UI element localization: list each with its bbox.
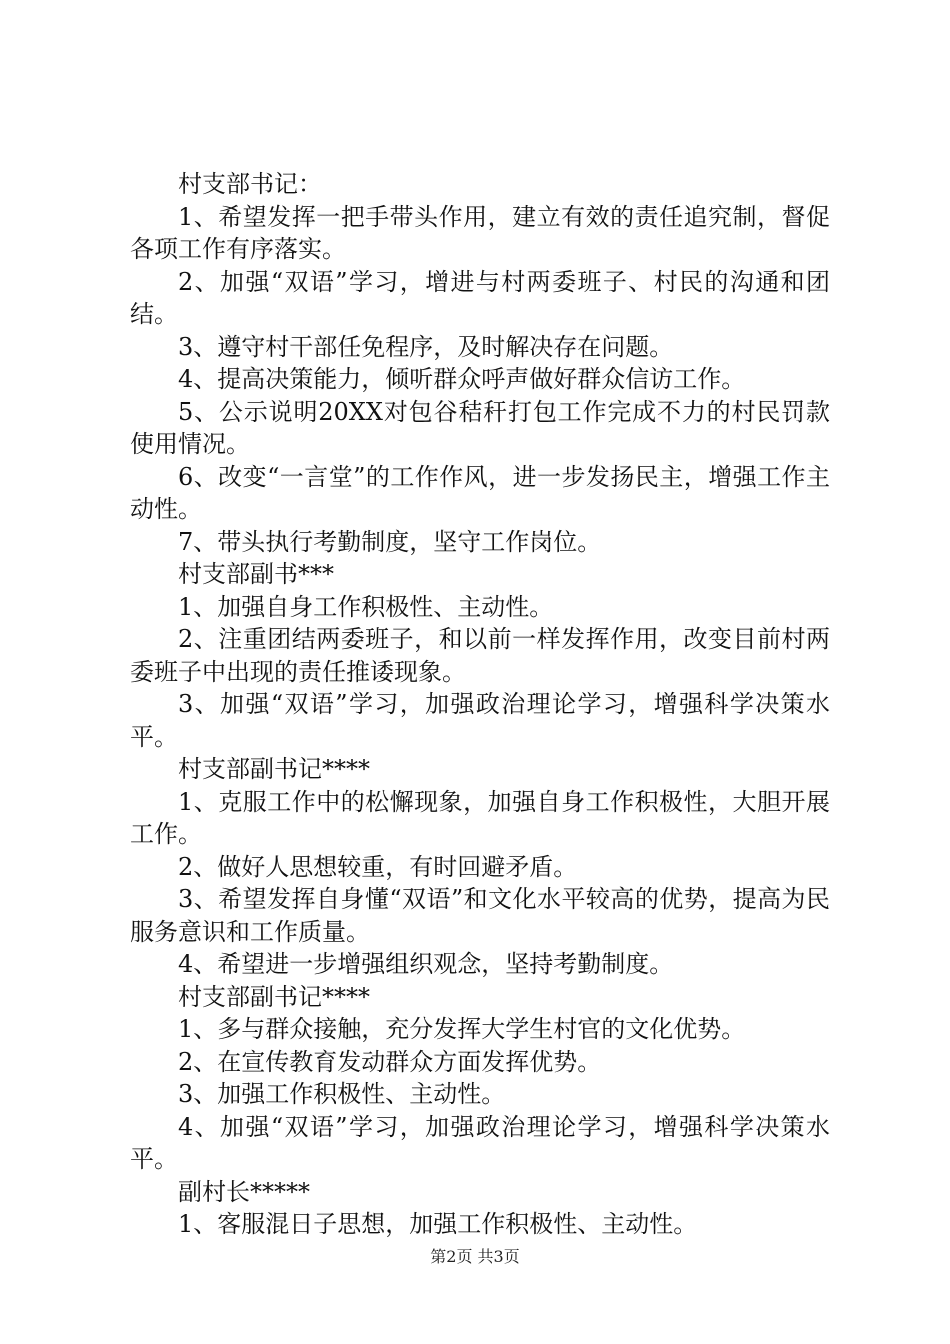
heading-deputy-secretary-3: 村支部副书记**** bbox=[178, 982, 370, 1011]
paragraph: 4、加强“双语”学习，加强政治理论学习，增强科学决策水平。 bbox=[130, 1112, 830, 1173]
heading-village-secretary: 村支部书记： bbox=[178, 170, 322, 198]
paragraph: 4、提高决策能力，倾听群众呼声做好群众信访工作。 bbox=[178, 365, 746, 393]
heading-deputy-secretary-2: 村支部副书记**** bbox=[178, 755, 370, 783]
page-number: 第2页 共3页 bbox=[430, 1247, 520, 1266]
paragraph: 1、客服混日子思想，加强工作积极性、主动性。 bbox=[178, 1210, 698, 1238]
paragraph: 7、带头执行考勤制度，坚守工作岗位。 bbox=[178, 527, 602, 556]
paragraph: 4、希望进一步增强组织观念，坚持考勤制度。 bbox=[178, 950, 674, 978]
heading-deputy-secretary-1: 村支部副书*** bbox=[178, 560, 334, 588]
paragraph: 2、注重团结两委班子，和以前一样发挥作用，改变目前村两委班子中出现的责任推诿现象。 bbox=[130, 625, 830, 686]
paragraph: 2、加强“双语”学习，增进与村两委班子、村民的沟通和团结。 bbox=[130, 267, 830, 328]
paragraph: 3、遵守村干部任免程序，及时解决存在问题。 bbox=[178, 332, 674, 361]
paragraph: 5、公示说明20XX对包谷秸秆打包工作完成不力的村民罚款使用情况。 bbox=[130, 397, 830, 458]
document-body bbox=[130, 168, 830, 1241]
page-footer bbox=[0, 1244, 950, 1267]
paragraph: 2、做好人思想较重，有时回避矛盾。 bbox=[178, 852, 578, 881]
paragraph: 3、希望发挥自身懂“双语”和文化水平较高的优势，提高为民服务意识和工作质量。 bbox=[130, 885, 830, 946]
paragraph: 3、加强“双语”学习，加强政治理论学习，增强科学决策水平。 bbox=[130, 690, 830, 751]
heading-deputy-village-head: 副村长***** bbox=[178, 1177, 310, 1206]
paragraph: 2、在宣传教育发动群众方面发挥优势。 bbox=[178, 1047, 602, 1076]
paragraph: 1、加强自身工作积极性、主动性。 bbox=[178, 592, 554, 621]
paragraph: 1、希望发挥一把手带头作用，建立有效的责任追究制，督促各项工作有序落实。 bbox=[130, 202, 830, 263]
paragraph: 1、多与群众接触，充分发挥大学生村官的文化优势。 bbox=[178, 1015, 746, 1043]
paragraph: 1、克服工作中的松懈现象，加强自身工作积极性，大胆开展工作。 bbox=[130, 787, 830, 848]
paragraph: 3、加强工作积极性、主动性。 bbox=[178, 1080, 506, 1108]
paragraph: 6、改变“一言堂”的工作作风，进一步发扬民主，增强工作主动性。 bbox=[130, 462, 830, 523]
